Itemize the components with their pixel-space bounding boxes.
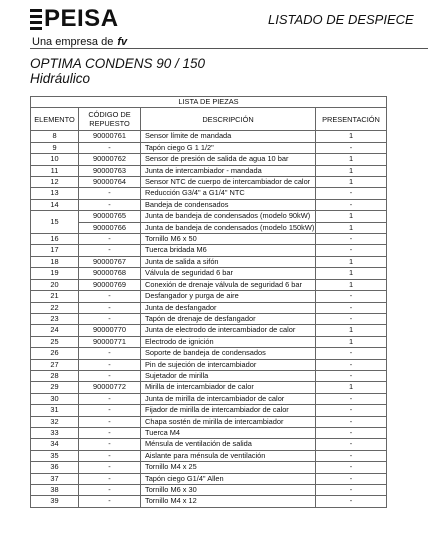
cell-element: 37 bbox=[31, 473, 79, 484]
cell-element: 9 bbox=[31, 142, 79, 153]
cell-code: 90000767 bbox=[79, 256, 141, 267]
cell-presentation: - bbox=[316, 199, 387, 210]
cell-presentation: - bbox=[316, 427, 387, 438]
table-row bbox=[31, 199, 387, 210]
table-row bbox=[31, 154, 387, 165]
cell-code: 90000768 bbox=[79, 268, 141, 279]
cell-element: 30 bbox=[31, 393, 79, 404]
table-row bbox=[31, 279, 387, 290]
cell-element: 39 bbox=[31, 496, 79, 507]
cell-presentation: 1 bbox=[316, 131, 387, 142]
cell-element: 25 bbox=[31, 336, 79, 347]
cell-code: - bbox=[79, 439, 141, 450]
cell-code: - bbox=[79, 302, 141, 313]
cell-code: 90000765 bbox=[79, 211, 141, 222]
cell-code: - bbox=[79, 473, 141, 484]
column-header-code: CÓDIGO DE REPUESTO bbox=[79, 108, 141, 131]
parts-table-body bbox=[31, 131, 387, 507]
cell-code: - bbox=[79, 188, 141, 199]
cell-code: - bbox=[79, 427, 141, 438]
cell-element: 38 bbox=[31, 485, 79, 496]
cell-description: Tapón de drenaje de desfangador bbox=[141, 313, 316, 324]
cell-description: Electrodo de ignición bbox=[141, 336, 316, 347]
cell-element: 31 bbox=[31, 405, 79, 416]
cell-code: - bbox=[79, 313, 141, 324]
section-title: Hidráulico bbox=[30, 71, 91, 86]
table-row bbox=[31, 188, 387, 199]
table-row bbox=[31, 256, 387, 267]
cell-code: 90000770 bbox=[79, 325, 141, 336]
table-row bbox=[31, 485, 387, 496]
brand-name: PEISA bbox=[44, 5, 119, 32]
cell-description: Tornillo M6 x 50 bbox=[141, 234, 316, 245]
cell-element: 26 bbox=[31, 348, 79, 359]
table-row bbox=[31, 302, 387, 313]
cell-presentation: 1 bbox=[316, 177, 387, 188]
cell-code: - bbox=[79, 142, 141, 153]
cell-description: Fijador de mirilla de intercambiador de calor bbox=[141, 405, 316, 416]
cell-code: - bbox=[79, 405, 141, 416]
cell-description: Aislante para ménsula de ventilación bbox=[141, 450, 316, 461]
cell-element: 27 bbox=[31, 359, 79, 370]
cell-presentation: - bbox=[316, 439, 387, 450]
cell-code: - bbox=[79, 485, 141, 496]
cell-code: - bbox=[79, 393, 141, 404]
cell-element: 12 bbox=[31, 177, 79, 188]
peisa-logo-icon bbox=[30, 9, 42, 30]
cell-description: Tuerca M4 bbox=[141, 427, 316, 438]
cell-element: 22 bbox=[31, 302, 79, 313]
table-row bbox=[31, 450, 387, 461]
cell-description: Bandeja de condensados bbox=[141, 199, 316, 210]
cell-element: 23 bbox=[31, 313, 79, 324]
cell-code: - bbox=[79, 359, 141, 370]
cell-description: Sensor NTC de cuerpo de intercambiador de calor bbox=[141, 177, 316, 188]
cell-element: 35 bbox=[31, 450, 79, 461]
cell-element: 28 bbox=[31, 370, 79, 381]
cell-description: Junta de bandeja de condensados (modelo 150kW) bbox=[141, 222, 316, 233]
cell-element: 29 bbox=[31, 382, 79, 393]
cell-presentation: 1 bbox=[316, 382, 387, 393]
cell-code: - bbox=[79, 245, 141, 256]
cell-presentation: - bbox=[316, 485, 387, 496]
column-header-description: DESCRIPCIÓN bbox=[141, 108, 316, 131]
column-header-element: ELEMENTO bbox=[31, 108, 79, 131]
table-row bbox=[31, 291, 387, 302]
header-divider bbox=[30, 48, 428, 49]
table-row bbox=[31, 165, 387, 176]
cell-code: 90000761 bbox=[79, 131, 141, 142]
cell-description: Junta de mirilla de intercambiador de calor bbox=[141, 393, 316, 404]
cell-description: Junta de electrodo de intercambiador de calor bbox=[141, 325, 316, 336]
cell-description: Junta de bandeja de condensados (modelo 90kW) bbox=[141, 211, 316, 222]
cell-presentation: 1 bbox=[316, 268, 387, 279]
cell-description: Sensor límite de mandada bbox=[141, 131, 316, 142]
cell-presentation: - bbox=[316, 302, 387, 313]
cell-code: - bbox=[79, 450, 141, 461]
cell-presentation: 1 bbox=[316, 325, 387, 336]
cell-code: 90000769 bbox=[79, 279, 141, 290]
cell-element: 20 bbox=[31, 279, 79, 290]
cell-presentation: - bbox=[316, 142, 387, 153]
table-row bbox=[31, 496, 387, 507]
table-row bbox=[31, 142, 387, 153]
table-row bbox=[31, 370, 387, 381]
cell-description: Ménsula de ventilación de salida bbox=[141, 439, 316, 450]
cell-description: Junta de salida a sifón bbox=[141, 256, 316, 267]
cell-description: Pin de sujeción de intercambiador bbox=[141, 359, 316, 370]
cell-description: Junta de desfangador bbox=[141, 302, 316, 313]
cell-code: - bbox=[79, 496, 141, 507]
cell-description: Junta de intercambiador - mandada bbox=[141, 165, 316, 176]
cell-description: Chapa sostén de mirilla de intercambiador bbox=[141, 416, 316, 427]
cell-presentation: 1 bbox=[316, 256, 387, 267]
cell-description: Tornillo M4 x 25 bbox=[141, 462, 316, 473]
table-row bbox=[31, 382, 387, 393]
cell-presentation: 1 bbox=[316, 165, 387, 176]
cell-element: 33 bbox=[31, 427, 79, 438]
cell-description: Válvula de seguridad 6 bar bbox=[141, 268, 316, 279]
fv-badge-icon: fv bbox=[117, 36, 128, 48]
cell-description: Tornillo M6 x 30 bbox=[141, 485, 316, 496]
cell-presentation: 1 bbox=[316, 222, 387, 233]
cell-code: 90000764 bbox=[79, 177, 141, 188]
cell-presentation: - bbox=[316, 393, 387, 404]
cell-description: Soporte de bandeja de condensados bbox=[141, 348, 316, 359]
cell-presentation: - bbox=[316, 450, 387, 461]
cell-description: Mirilla de intercambiador de calor bbox=[141, 382, 316, 393]
cell-element: 17 bbox=[31, 245, 79, 256]
cell-code: 90000763 bbox=[79, 165, 141, 176]
table-row bbox=[31, 268, 387, 279]
cell-element: 36 bbox=[31, 462, 79, 473]
cell-element: 34 bbox=[31, 439, 79, 450]
cell-element: 10 bbox=[31, 154, 79, 165]
cell-element: 13 bbox=[31, 188, 79, 199]
table-row bbox=[31, 313, 387, 324]
cell-presentation: - bbox=[316, 359, 387, 370]
table-row bbox=[31, 439, 387, 450]
table-row bbox=[31, 405, 387, 416]
column-header-presentation: PRESENTACIÓN bbox=[316, 108, 387, 131]
cell-code: - bbox=[79, 234, 141, 245]
cell-description: Tapón ciego G 1 1/2" bbox=[141, 142, 316, 153]
table-row bbox=[31, 473, 387, 484]
cell-presentation: - bbox=[316, 348, 387, 359]
cell-code: - bbox=[79, 199, 141, 210]
table-row bbox=[31, 211, 387, 222]
cell-presentation: 1 bbox=[316, 211, 387, 222]
cell-description: Tornillo M4 x 12 bbox=[141, 496, 316, 507]
cell-element: 18 bbox=[31, 256, 79, 267]
cell-description: Reducción G3/4" a G1/4" NTC bbox=[141, 188, 316, 199]
cell-code: 90000766 bbox=[79, 222, 141, 233]
cell-presentation: - bbox=[316, 234, 387, 245]
cell-element: 32 bbox=[31, 416, 79, 427]
brand-tagline-text: Una empresa de bbox=[32, 36, 114, 48]
cell-presentation: - bbox=[316, 188, 387, 199]
cell-code: - bbox=[79, 462, 141, 473]
cell-element: 15 bbox=[31, 211, 79, 234]
table-row bbox=[31, 234, 387, 245]
parts-table bbox=[30, 96, 387, 508]
cell-element: 8 bbox=[31, 131, 79, 142]
cell-presentation: - bbox=[316, 405, 387, 416]
cell-element: 14 bbox=[31, 199, 79, 210]
cell-presentation: - bbox=[316, 313, 387, 324]
cell-presentation: - bbox=[316, 496, 387, 507]
table-row bbox=[31, 245, 387, 256]
table-row bbox=[31, 416, 387, 427]
table-row bbox=[31, 131, 387, 142]
cell-element: 21 bbox=[31, 291, 79, 302]
table-row bbox=[31, 427, 387, 438]
cell-presentation: 1 bbox=[316, 279, 387, 290]
table-row bbox=[31, 222, 387, 233]
cell-presentation: - bbox=[316, 370, 387, 381]
cell-presentation: - bbox=[316, 245, 387, 256]
cell-description: Desfangador y purga de aire bbox=[141, 291, 316, 302]
cell-description: Conexión de drenaje válvula de seguridad 6 bar bbox=[141, 279, 316, 290]
table-row bbox=[31, 348, 387, 359]
table-row bbox=[31, 336, 387, 347]
product-title: OPTIMA CONDENS 90 / 150 bbox=[30, 56, 206, 71]
cell-presentation: - bbox=[316, 473, 387, 484]
cell-presentation: - bbox=[316, 416, 387, 427]
cell-presentation: 1 bbox=[316, 336, 387, 347]
document-title: LISTADO DE DESPIECE bbox=[268, 12, 414, 27]
cell-code: - bbox=[79, 348, 141, 359]
parts-table-caption: LISTA DE PIEZAS bbox=[31, 97, 387, 108]
cell-code: - bbox=[79, 370, 141, 381]
table-row bbox=[31, 462, 387, 473]
cell-code: - bbox=[79, 416, 141, 427]
cell-presentation: - bbox=[316, 291, 387, 302]
table-row bbox=[31, 325, 387, 336]
cell-code: - bbox=[79, 291, 141, 302]
cell-description: Sensor de presión de salida de agua 10 bar bbox=[141, 154, 316, 165]
table-row bbox=[31, 177, 387, 188]
brand-logo bbox=[30, 7, 140, 47]
cell-element: 19 bbox=[31, 268, 79, 279]
cell-code: 90000762 bbox=[79, 154, 141, 165]
table-row bbox=[31, 359, 387, 370]
cell-description: Tuerca bridada M6 bbox=[141, 245, 316, 256]
cell-presentation: 1 bbox=[316, 154, 387, 165]
cell-code: 90000771 bbox=[79, 336, 141, 347]
cell-description: Sujetador de mirilla bbox=[141, 370, 316, 381]
table-row bbox=[31, 393, 387, 404]
cell-presentation: - bbox=[316, 462, 387, 473]
cell-description: Tapón ciego G1/4" Allen bbox=[141, 473, 316, 484]
cell-code: 90000772 bbox=[79, 382, 141, 393]
cell-element: 16 bbox=[31, 234, 79, 245]
cell-element: 24 bbox=[31, 325, 79, 336]
brand-tagline bbox=[32, 36, 127, 48]
cell-element: 11 bbox=[31, 165, 79, 176]
